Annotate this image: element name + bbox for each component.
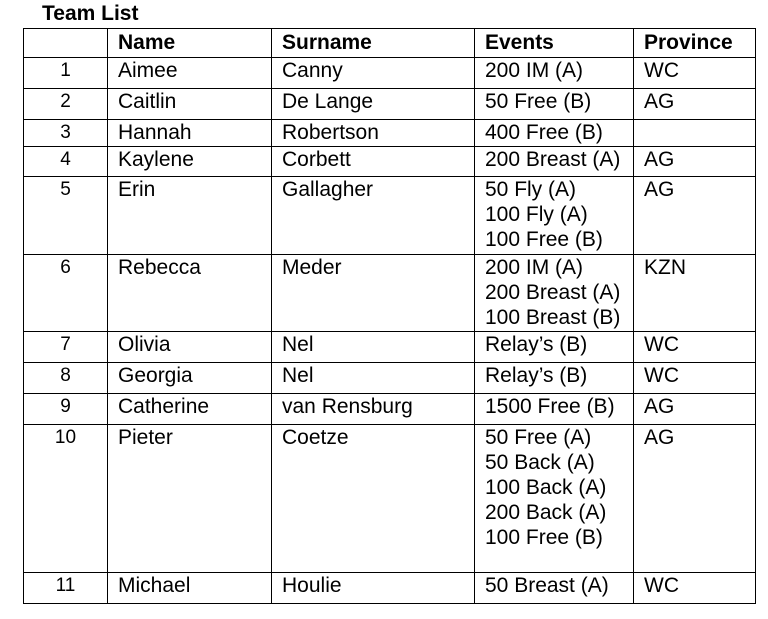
event-item: 50 Free (B) (485, 90, 592, 113)
swimmer-name: Kaylene (108, 147, 272, 177)
event-item: 200 Back (A) (485, 501, 607, 524)
swimmer-surname: Robertson (272, 120, 475, 147)
row-number: 7 (24, 332, 108, 363)
swimmer-events (475, 425, 634, 573)
swimmer-province: AG (634, 425, 756, 573)
swimmer-province: WC (634, 332, 756, 363)
table-row (24, 147, 756, 177)
swimmer-surname: Gallagher (272, 177, 475, 255)
swimmer-name: Catherine (108, 394, 272, 425)
row-number: 1 (24, 58, 108, 89)
swimmer-name: Georgia (108, 363, 272, 394)
swimmer-events (475, 58, 634, 89)
event-item: 100 Back (A) (485, 476, 607, 499)
row-number: 6 (24, 255, 108, 332)
event-item: 100 Breast (B) (485, 306, 621, 329)
event-item: 50 Fly (A) (485, 178, 577, 201)
swimmer-name: Hannah (108, 120, 272, 147)
table-row (24, 394, 756, 425)
swimmer-events (475, 573, 634, 604)
event-item: 50 Free (A) (485, 426, 592, 449)
swimmer-province: WC (634, 363, 756, 394)
row-number: 8 (24, 363, 108, 394)
table-row (24, 363, 756, 394)
header-row (24, 29, 756, 58)
swimmer-province: AG (634, 394, 756, 425)
swimmer-events (475, 120, 634, 147)
swimmer-surname: van Rensburg (272, 394, 475, 425)
row-number: 2 (24, 89, 108, 120)
swimmer-name: Olivia (108, 332, 272, 363)
table-row (24, 177, 756, 255)
page-title: Team List (42, 2, 139, 25)
swimmer-events (475, 177, 634, 255)
swimmer-surname: Meder (272, 255, 475, 332)
swimmer-surname: De Lange (272, 89, 475, 120)
swimmer-province: WC (634, 58, 756, 89)
row-number: 5 (24, 177, 108, 255)
swimmer-province: WC (634, 573, 756, 604)
swimmer-name: Michael (108, 573, 272, 604)
event-item: 100 Free (B) (485, 228, 603, 251)
swimmer-province: AG (634, 177, 756, 255)
swimmer-surname: Houlie (272, 573, 475, 604)
table-row (24, 58, 756, 89)
event-item: 200 IM (A) (485, 256, 584, 279)
swimmer-surname: Nel (272, 332, 475, 363)
swimmer-name: Erin (108, 177, 272, 255)
swimmer-events (475, 255, 634, 332)
event-item: 100 Free (B) (485, 526, 603, 549)
swimmer-events (475, 89, 634, 120)
header-number (24, 29, 108, 58)
event-item: Relay’s (B) (485, 364, 588, 387)
table-row (24, 332, 756, 363)
event-item: 100 Fly (A) (485, 203, 588, 226)
swimmer-name: Caitlin (108, 89, 272, 120)
swimmer-name: Rebecca (108, 255, 272, 332)
swimmer-surname: Canny (272, 58, 475, 89)
event-item: 200 Breast (A) (485, 148, 621, 171)
row-number: 4 (24, 147, 108, 177)
team-table (23, 28, 756, 604)
event-item: 50 Back (A) (485, 451, 595, 474)
swimmer-province: AG (634, 89, 756, 120)
swimmer-events (475, 394, 634, 425)
swimmer-surname: Coetze (272, 425, 475, 573)
swimmer-surname: Nel (272, 363, 475, 394)
table-row (24, 425, 756, 573)
table-row (24, 120, 756, 147)
swimmer-events (475, 363, 634, 394)
header-name: Name (108, 29, 272, 58)
header-province: Province (634, 29, 756, 58)
event-item: Relay’s (B) (485, 333, 588, 356)
swimmer-events (475, 332, 634, 363)
event-item: 200 IM (A) (485, 59, 584, 82)
table-row (24, 89, 756, 120)
header-surname: Surname (272, 29, 475, 58)
swimmer-province (634, 120, 756, 147)
event-item: 1500 Free (B) (485, 395, 615, 418)
swimmer-surname: Corbett (272, 147, 475, 177)
header-events: Events (475, 29, 634, 58)
row-number: 10 (24, 425, 108, 573)
team-table-body (24, 58, 756, 604)
swimmer-province: AG (634, 147, 756, 177)
table-row (24, 255, 756, 332)
swimmer-province: KZN (634, 255, 756, 332)
row-number: 11 (24, 573, 108, 604)
event-item: 400 Free (B) (485, 121, 603, 144)
event-item: 50 Breast (A) (485, 574, 609, 597)
row-number: 9 (24, 394, 108, 425)
swimmer-events (475, 147, 634, 177)
swimmer-name: Aimee (108, 58, 272, 89)
swimmer-name: Pieter (108, 425, 272, 573)
event-item: 200 Breast (A) (485, 281, 621, 304)
table-row (24, 573, 756, 604)
row-number: 3 (24, 120, 108, 147)
